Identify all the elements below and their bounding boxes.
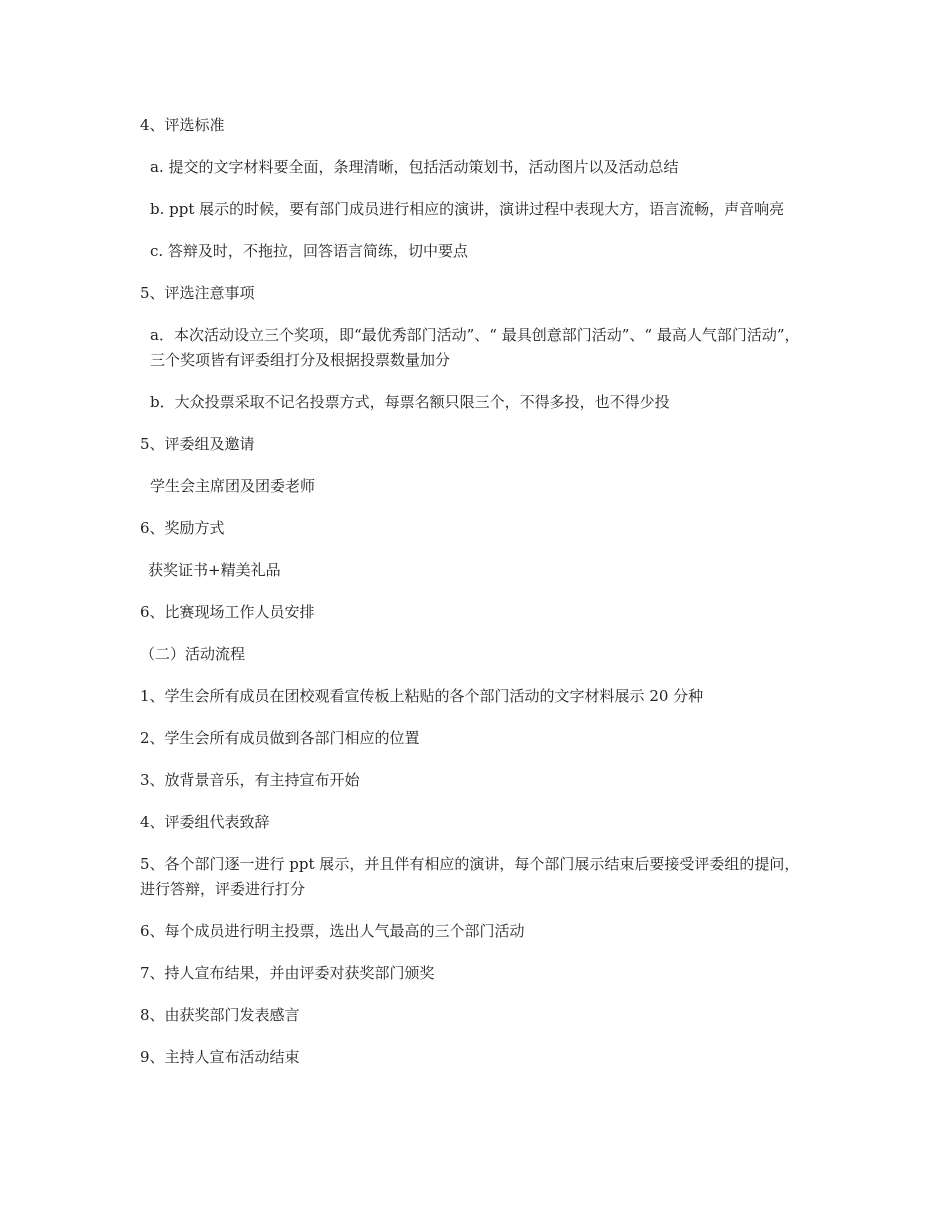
process-step-5: 5、各个部门逐一进行 ppt 展示，并且伴有相应的演讲，每个部门展示结束后要接受评委组的提问，进行答辩，评委进行打分 xyxy=(140,855,800,898)
heading-activity-process: （二）活动流程 xyxy=(140,645,246,663)
process-step-9: 9、主持人宣布活动结束 xyxy=(140,1048,300,1066)
notes-item-b: b．大众投票采取不记名投票方式，每票名额只限三个，不得多投，也不得少投 xyxy=(150,393,670,411)
process-step-4: 4、评委组代表致辞 xyxy=(140,813,270,831)
process-step-8: 8、由获奖部门发表感言 xyxy=(140,1006,300,1024)
rewards-text: 获奖证书+精美礼品 xyxy=(148,561,281,579)
judges-text: 学生会主席团及团委老师 xyxy=(150,477,316,495)
heading-evaluation-criteria: 4、评选标准 xyxy=(140,116,225,134)
process-step-7: 7、持人宣布结果，并由评委对获奖部门颁奖 xyxy=(140,964,435,982)
criteria-item-b: b. ppt 展示的时候，要有部门成员进行相应的演讲，演讲过程中表现大方，语言流畅，声音响亮 xyxy=(150,200,785,218)
criteria-item-a: a. 提交的文字材料要全面，条理清晰，包括活动策划书，活动图片以及活动总结 xyxy=(150,158,679,176)
heading-judges: 5、评委组及邀请 xyxy=(140,435,255,453)
process-step-6: 6、每个成员进行明主投票，选出人气最高的三个部门活动 xyxy=(140,922,525,940)
notes-item-a: a．本次活动设立三个奖项，即“最优秀部门活动”、“ 最具创意部门活动”、“ 最高人气部门活动”，三个奖项皆有评委组打分及根据投票数量加分 xyxy=(150,326,800,369)
heading-rewards: 6、奖励方式 xyxy=(140,519,225,537)
process-step-3: 3、放背景音乐，有主持宣布开始 xyxy=(140,771,360,789)
process-step-1: 1、学生会所有成员在团校观看宣传板上粘贴的各个部门活动的文字材料展示 20 分种 xyxy=(140,687,704,705)
heading-staff-arrangement: 6、比赛现场工作人员安排 xyxy=(140,603,315,621)
document-body xyxy=(140,113,812,1087)
heading-evaluation-notes: 5、评选注意事项 xyxy=(140,284,255,302)
criteria-item-c: c. 答辩及时，不拖拉，回答语言简练，切中要点 xyxy=(150,242,468,260)
process-step-2: 2、学生会所有成员做到各部门相应的位置 xyxy=(140,729,420,747)
